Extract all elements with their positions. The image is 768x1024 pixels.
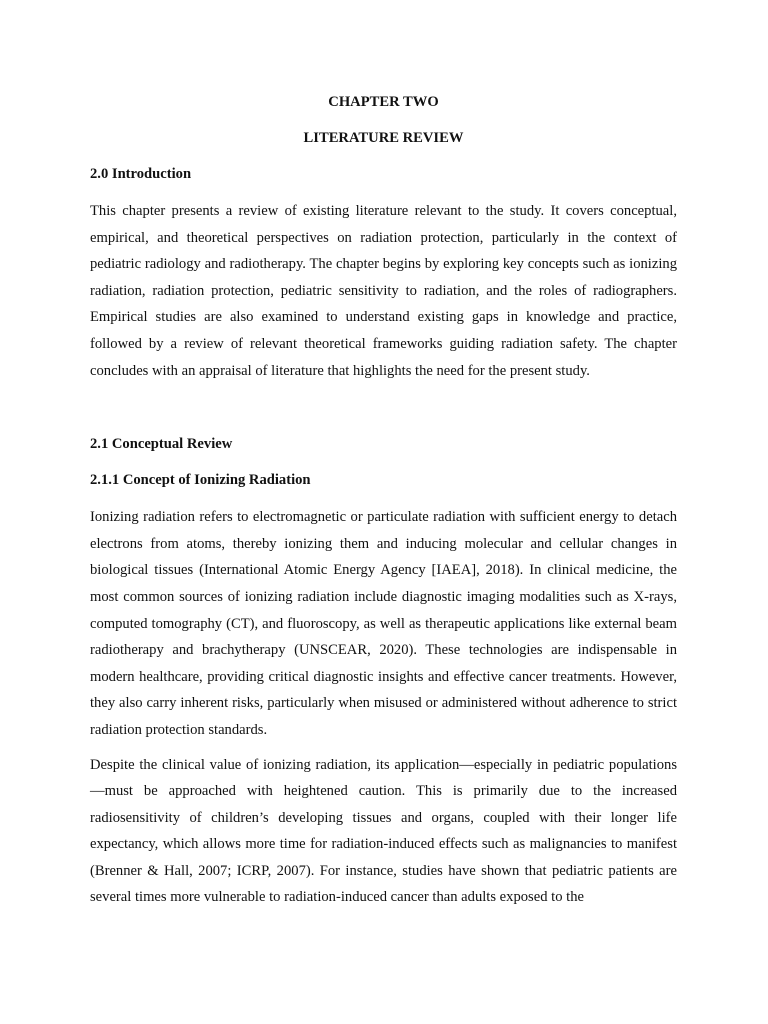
- section-spacer: [90, 392, 677, 432]
- ionizing-paragraph-2: Despite the clinical value of ionizing radiation, its application—especially in pediatric populations—must be approached with heightened caution. This is primarily due to the increased radiosensitivity of children’s developing tissues and organs, coupled with their longer life expectancy, which allows more time for radiation-induced effects such as malignancies to manifest (Brenner & Hall, 2007; ICRP, 2007). For instance, studies have shown that pediatric patients are several times more vulnerable to radiation-induced cancer than adults exposed to the: [90, 756, 677, 906]
- intro-paragraph: This chapter presents a review of existing literature relevant to the study. It covers conceptual, empirical, and theoretical perspectives on radiation protection, particularly in the context of pediatric radiology and radiotherapy. The chapter begins by exploring key concepts such as ionizing radiation, radiation protection, pediatric sensitivity to radiation, and the roles of radiographers. Empirical studies are also examined to understand existing gaps in knowledge and practice, followed by a review of relevant theoretical frameworks guiding radiation safety. The chapter concludes with an appraisal of literature that highlights the need for the present study.: [90, 203, 677, 379]
- intro-heading: 2.0 Introduction: [90, 166, 192, 182]
- conceptual-review-heading: 2.1 Conceptual Review: [90, 436, 233, 453]
- chapter-title: CHAPTER TWO: [328, 94, 439, 110]
- page-content: [90, 90, 677, 919]
- ionizing-paragraph-1: Ionizing radiation refers to electromagnetic or particulate radiation with sufficient energy to detach electrons from atoms, thereby ionizing them and inducing molecular and cellular changes in biological tissues (International Atomic Energy Agency [IAEA], 2018). In clinical medicine, the most common sources of ionizing radiation include diagnostic imaging modalities such as X-rays, computed tomography (CT), and fluoroscopy, as well as therapeutic applications like external beam radiotherapy and brachytherapy (UNSCEAR, 2020). These technologies are indispensable in modern healthcare, providing critical diagnostic insights and effective cancer treatments. However, they also carry inherent risks, particularly when misused or administered without adherence to strict radiation protection standards.: [90, 509, 677, 738]
- chapter-subtitle: LITERATURE REVIEW: [303, 130, 464, 146]
- ionizing-radiation-heading: 2.1.1 Concept of Ionizing Radiation: [90, 472, 311, 489]
